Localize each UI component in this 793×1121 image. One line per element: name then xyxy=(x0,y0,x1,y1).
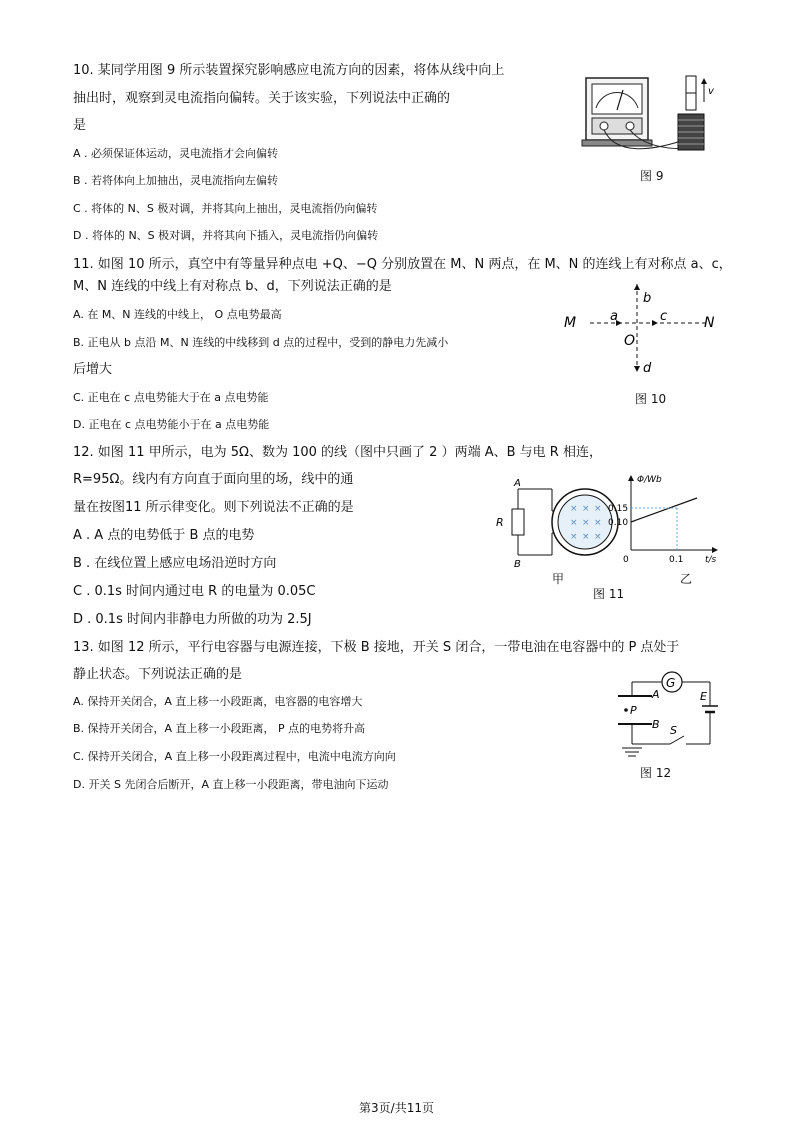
q12-option-d: D . 0.1s 时间内非静电力所做的功为 2.5J xyxy=(73,612,312,627)
svg-text:×: × xyxy=(582,518,590,528)
q13-option-d: D. 开关 S 先闭合后断开，A 直上移一小段距离，带电油向下运动 xyxy=(73,778,389,791)
figure-11-label-R: R xyxy=(496,516,504,529)
figure-11-caption: 图 11 xyxy=(593,587,625,601)
svg-text:×: × xyxy=(582,532,590,542)
q12-option-c: C . 0.1s 时间内通过电 R 的电量为 0.05C xyxy=(73,584,316,599)
figure-11-yi-label: 乙 xyxy=(680,572,693,586)
q12-stem-line2: R=95Ω。线内有方向直于面向里的场，线中的通 xyxy=(73,472,354,487)
q13-option-a: A. 保持开关闭合，A 直上移一小段距离，电容器的电容增大 xyxy=(73,695,363,708)
figure-10-label-a: a xyxy=(610,309,618,324)
q11-option-b-line1: B. 正电从 b 点沿 M、N 连线的中线移到 d 点的过程中，受到的静电力先减小 xyxy=(73,336,449,349)
svg-text:×: × xyxy=(582,504,590,514)
figure-12-capacitor-circuit xyxy=(612,668,722,760)
figure-11-yi-graph xyxy=(605,470,720,565)
figure-11-tick-origin: 0 xyxy=(623,555,629,565)
figure-12-label-G: G xyxy=(666,676,676,690)
q11-option-b-line2: 后增大 xyxy=(73,362,113,377)
figure-11-yaxis-label: Φ/Wb xyxy=(637,475,662,485)
q11-option-d: D. 正电在 c 点电势能小于在 a 点电势能 xyxy=(73,418,270,431)
figure-12-label-B: B xyxy=(652,718,660,731)
figure-9-galvanometer xyxy=(578,70,723,165)
figure-10-label-c: c xyxy=(660,309,668,324)
q11-option-a: A. 在 M、N 连线的中线上， O 点电势最高 xyxy=(73,308,282,321)
q11-stem-line2: M、N 连线的中线上有对称点 b、d，下列说法正确的是 xyxy=(73,279,392,294)
figure-10-label-O: O xyxy=(624,333,636,349)
figure-10-label-b: b xyxy=(643,291,652,306)
figure-10-charges xyxy=(560,280,730,380)
figure-9-caption: 图 9 xyxy=(640,169,664,183)
q13-option-c: C. 保持开关闭合，A 直上移一小段距离过程中，电流中电流方向向 xyxy=(73,750,396,763)
q11-option-c: C. 正电在 c 点电势能大于在 a 点电势能 xyxy=(73,391,269,404)
figure-10-label-N: N xyxy=(704,315,715,331)
figure-11-label-A: A xyxy=(514,478,521,489)
q12-option-a: A . A 点的电势低于 B 点的电势 xyxy=(73,528,255,543)
q12-option-b: B . 在线位置上感应电场沿逆时方向 xyxy=(73,556,277,571)
figure-12-label-A: A xyxy=(652,688,660,701)
page-number: 第3页/共11页 xyxy=(359,1101,434,1115)
q10-option-a: A . 必须保证体运动，灵电流指才会向偏转 xyxy=(73,147,279,160)
q13-stem-line1: 13. 如图 12 所示，平行电容器与电源连接，下极 B 接地，开关 S 闭合，一带电油在电容器中的 P 点处于 xyxy=(73,640,680,655)
q12-stem-line3: 量在按图11 所示律变化。则下列说法不正确的是 xyxy=(73,500,354,515)
figure-11-tick-01: 0.1 xyxy=(669,555,684,565)
figure-11-label-B: B xyxy=(514,559,521,570)
figure-10-caption: 图 10 xyxy=(635,392,667,406)
figure-12-label-P: P xyxy=(630,704,637,717)
svg-text:×: × xyxy=(570,518,578,528)
svg-text:×: × xyxy=(594,504,602,514)
figure-11-tick-015: 0.15 xyxy=(608,504,629,514)
q10-stem-line1: 10. 某同学用图 9 所示装置探究影响感应电流方向的因素，将体从线中向上 xyxy=(73,63,505,78)
svg-text:×: × xyxy=(594,518,602,528)
q11-stem-line1: 11. 如图 10 所示，真空中有等量异种点电 +Q、−Q 分别放置在 M、N 两点，在 M、N 的连线上有对称点 a、c， xyxy=(73,257,732,272)
q12-stem-line1: 12. 如图 11 甲所示，电为 5Ω、数为 100 的线（图中只画了 2 ）两端 A、B 与电 R 相连， xyxy=(73,445,602,460)
figure-9-v-label: v xyxy=(708,86,714,97)
svg-text:×: × xyxy=(570,504,578,514)
q10-option-b: B . 若将体向上加抽出，灵电流指向左偏转 xyxy=(73,174,279,187)
figure-12-caption: 图 12 xyxy=(640,766,672,780)
q10-option-c: C . 将体的 N、S 极对调，并将其向上抽出，灵电流指仍向偏转 xyxy=(73,202,378,215)
figure-11-jia-label: 甲 xyxy=(552,572,565,586)
figure-11-tick-010: 0.10 xyxy=(608,518,629,528)
figure-10-label-M: M xyxy=(564,315,577,331)
q10-option-d: D . 将体的 N、S 极对调，并将其向下插入，灵电流指仍向偏转 xyxy=(73,229,379,242)
q13-stem-line2: 静止状态。下列说法正确的是 xyxy=(73,667,243,682)
q10-stem-line3: 是 xyxy=(73,118,87,133)
svg-text:×: × xyxy=(570,532,578,542)
figure-12-label-S: S xyxy=(670,724,677,737)
svg-text:×: × xyxy=(594,532,602,542)
q13-option-b: B. 保持开关闭合，A 直上移一小段距离， P 点的电势将升高 xyxy=(73,722,366,735)
figure-12-label-E: E xyxy=(700,690,707,703)
q10-stem-line2: 抽出时，观察到灵电流指向偏转。关于该实验，下列说法中正确的 xyxy=(73,91,451,106)
figure-11-xaxis-label: t/s xyxy=(705,555,717,565)
figure-10-label-d: d xyxy=(643,361,652,376)
